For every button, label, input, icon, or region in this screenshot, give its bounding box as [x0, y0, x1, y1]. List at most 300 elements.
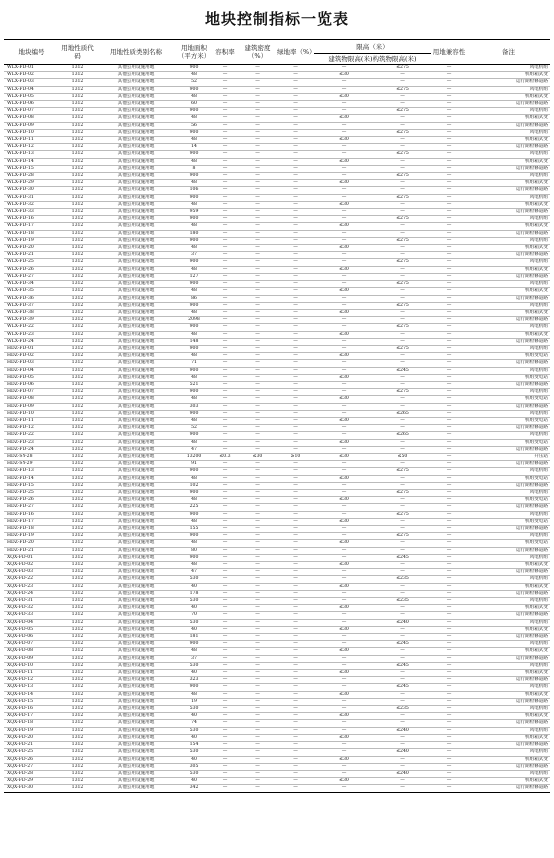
cell-area: 19	[176, 698, 212, 705]
cell-compatibility: —	[431, 266, 467, 273]
cell-density: —	[238, 605, 277, 612]
cell-structure-height: —	[374, 742, 431, 749]
cell-building-height: ≤30	[314, 756, 374, 763]
cell-land-use-code: 1312	[59, 403, 96, 410]
cell-building-height: —	[314, 230, 374, 237]
cell-plot-code: XQX-FD-10	[4, 662, 59, 669]
cell-green: —	[277, 129, 314, 136]
cell-plot-code: XQX-FD-04	[4, 619, 59, 626]
cell-density: —	[238, 173, 277, 180]
cell-compatibility: —	[431, 713, 467, 720]
cell-structure-height: —	[374, 338, 431, 345]
cell-structure-height: —	[374, 122, 431, 129]
cell-far: —	[212, 331, 238, 338]
cell-building-height: ≤30	[314, 453, 374, 460]
cell-remark: 机组变电站	[467, 497, 550, 504]
cell-area: 40	[176, 583, 212, 590]
cell-structure-height: —	[374, 713, 431, 720]
cell-far: —	[212, 489, 238, 496]
cell-building-height: —	[314, 655, 374, 662]
table-row	[4, 252, 550, 259]
cell-remark: 运行期检修道路	[467, 526, 550, 533]
cell-building-height: —	[314, 302, 374, 309]
cell-density: —	[238, 122, 277, 129]
cell-building-height: —	[314, 317, 374, 324]
cell-far: —	[212, 374, 238, 381]
cell-area: 91	[176, 461, 212, 468]
header-land-use-code: 用地性质代码	[59, 40, 96, 65]
cell-structure-height: ≤275	[374, 194, 431, 201]
cell-density: —	[238, 641, 277, 648]
cell-land-use-name: 其他公用设施用地	[96, 446, 176, 453]
cell-structure-height: ≤240	[374, 770, 431, 777]
table-row	[4, 605, 550, 612]
cell-land-use-name: 其他公用设施用地	[96, 785, 176, 792]
cell-area: 900	[176, 511, 212, 518]
cell-building-height: —	[314, 381, 374, 388]
cell-far: —	[212, 734, 238, 741]
cell-structure-height: —	[374, 482, 431, 489]
cell-compatibility: —	[431, 324, 467, 331]
cell-green: —	[277, 72, 314, 79]
cell-building-height: —	[314, 252, 374, 259]
cell-land-use-name: 其他公用设施用地	[96, 763, 176, 770]
cell-remark: 机组变电站	[467, 353, 550, 360]
cell-area: 37	[176, 655, 212, 662]
cell-compatibility: —	[431, 554, 467, 561]
cell-compatibility: —	[431, 151, 467, 158]
cell-remark: 风电机组	[467, 129, 550, 136]
cell-remark: 运行期检修道路	[467, 230, 550, 237]
cell-green: —	[277, 526, 314, 533]
cell-structure-height: —	[374, 317, 431, 324]
cell-building-height: ≤30	[314, 72, 374, 79]
cell-area: 48	[176, 309, 212, 316]
cell-compatibility: —	[431, 497, 467, 504]
cell-density: —	[238, 180, 277, 187]
cell-compatibility: —	[431, 158, 467, 165]
cell-area: 900	[176, 259, 212, 266]
cell-remark: 运行期检修道路	[467, 677, 550, 684]
table-row	[4, 562, 550, 569]
cell-area: 900	[176, 468, 212, 475]
cell-structure-height: ≤275	[374, 281, 431, 288]
cell-land-use-code: 1312	[59, 165, 96, 172]
cell-land-use-name: 其他公用设施用地	[96, 612, 176, 619]
cell-far: —	[212, 158, 238, 165]
header-remarks: 备注	[467, 40, 550, 65]
cell-compatibility: —	[431, 101, 467, 108]
cell-compatibility: —	[431, 547, 467, 554]
cell-structure-height: ≤275	[374, 489, 431, 496]
cell-area: 86	[176, 295, 212, 302]
cell-plot-code: XQX-FD-28	[4, 770, 59, 777]
cell-far: —	[212, 619, 238, 626]
cell-far: —	[212, 223, 238, 230]
cell-building-height: —	[314, 590, 374, 597]
cell-area: 154	[176, 742, 212, 749]
cell-far: —	[212, 165, 238, 172]
cell-land-use-code: 1312	[59, 432, 96, 439]
cell-remark: 机组箱式变	[467, 137, 550, 144]
cell-compatibility: —	[431, 237, 467, 244]
cell-remark: 机组变电站	[467, 475, 550, 482]
cell-remark: 风电机组	[467, 173, 550, 180]
cell-density: —	[238, 410, 277, 417]
cell-building-height: ≤30	[314, 734, 374, 741]
cell-land-use-name: 其他公用设施用地	[96, 497, 176, 504]
cell-green: —	[277, 569, 314, 576]
cell-density: —	[238, 734, 277, 741]
cell-land-use-code: 1312	[59, 468, 96, 475]
cell-land-use-code: 1312	[59, 626, 96, 633]
cell-land-use-code: 1312	[59, 511, 96, 518]
cell-density: ≤30	[238, 453, 277, 460]
cell-remark: 运行期检修道路	[467, 317, 550, 324]
cell-remark: 机组箱式变	[467, 72, 550, 79]
cell-land-use-code: 1312	[59, 338, 96, 345]
cell-structure-height: —	[374, 605, 431, 612]
cell-building-height: —	[314, 194, 374, 201]
cell-land-use-code: 1312	[59, 144, 96, 151]
cell-far: —	[212, 353, 238, 360]
cell-structure-height: —	[374, 252, 431, 259]
cell-remark: 机组箱式变	[467, 562, 550, 569]
cell-green: —	[277, 396, 314, 403]
cell-land-use-name: 其他公用设施用地	[96, 302, 176, 309]
cell-remark: 机组箱式变	[467, 778, 550, 785]
cell-area: 13200	[176, 453, 212, 460]
cell-green: —	[277, 245, 314, 252]
cell-land-use-code: 1312	[59, 309, 96, 316]
cell-area: 60	[176, 101, 212, 108]
table-row	[4, 698, 550, 705]
cell-land-use-code: 1312	[59, 619, 96, 626]
cell-land-use-code: 1312	[59, 533, 96, 540]
cell-remark: 运行期检修道路	[467, 209, 550, 216]
cell-land-use-name: 其他公用设施用地	[96, 778, 176, 785]
cell-building-height: ≤30	[314, 540, 374, 547]
cell-land-use-name: 其他公用设施用地	[96, 101, 176, 108]
cell-green: —	[277, 252, 314, 259]
cell-remark: 升压站	[467, 453, 550, 460]
cell-density: —	[238, 432, 277, 439]
cell-far: —	[212, 749, 238, 756]
cell-building-height: —	[314, 367, 374, 374]
cell-green: —	[277, 713, 314, 720]
cell-far: —	[212, 324, 238, 331]
cell-land-use-name: 其他公用设施用地	[96, 547, 176, 554]
cell-far: —	[212, 108, 238, 115]
cell-land-use-name: 其他公用设施用地	[96, 295, 176, 302]
cell-compatibility: —	[431, 734, 467, 741]
cell-land-use-name: 其他公用设施用地	[96, 727, 176, 734]
table-row	[4, 576, 550, 583]
cell-land-use-name: 其他公用设施用地	[96, 526, 176, 533]
cell-compatibility: —	[431, 655, 467, 662]
cell-building-height: —	[314, 612, 374, 619]
table-row	[4, 137, 550, 144]
cell-structure-height: ≤275	[374, 108, 431, 115]
cell-land-use-code: 1312	[59, 612, 96, 619]
cell-structure-height: —	[374, 101, 431, 108]
cell-building-height: —	[314, 749, 374, 756]
cell-structure-height: —	[374, 763, 431, 770]
cell-density: —	[238, 756, 277, 763]
cell-density: —	[238, 634, 277, 641]
cell-building-height: —	[314, 511, 374, 518]
cell-plot-code: XQX-FD-25	[4, 749, 59, 756]
cell-far: —	[212, 65, 238, 72]
cell-remark: 运行期检修道路	[467, 504, 550, 511]
cell-land-use-code: 1312	[59, 115, 96, 122]
cell-land-use-code: 1312	[59, 706, 96, 713]
cell-area: 900	[176, 86, 212, 93]
cell-compatibility: —	[431, 526, 467, 533]
cell-green: —	[277, 684, 314, 691]
page-title: 地块控制指标一览表	[204, 10, 349, 28]
table-row	[4, 475, 550, 482]
cell-land-use-name: 其他公用设施用地	[96, 511, 176, 518]
cell-density: —	[238, 619, 277, 626]
cell-land-use-name: 其他公用设施用地	[96, 706, 176, 713]
cell-green: —	[277, 742, 314, 749]
cell-structure-height: —	[374, 158, 431, 165]
cell-plot-code: HDZ-FD-21	[4, 547, 59, 554]
cell-density: —	[238, 79, 277, 86]
cell-density: —	[238, 763, 277, 770]
cell-density: —	[238, 497, 277, 504]
cell-green: —	[277, 389, 314, 396]
cell-building-height: —	[314, 324, 374, 331]
table-row	[4, 511, 550, 518]
cell-remark: 风电机组	[467, 706, 550, 713]
cell-compatibility: —	[431, 173, 467, 180]
cell-remark: 机组箱式变	[467, 713, 550, 720]
cell-far: —	[212, 612, 238, 619]
cell-far: —	[212, 381, 238, 388]
cell-land-use-code: 1312	[59, 295, 96, 302]
cell-far: —	[212, 281, 238, 288]
table-row	[4, 309, 550, 316]
cell-green: —	[277, 540, 314, 547]
cell-land-use-code: 1312	[59, 540, 96, 547]
cell-plot-code: XQX-FD-16	[4, 706, 59, 713]
cell-land-use-name: 其他公用设施用地	[96, 698, 176, 705]
cell-compatibility: —	[431, 403, 467, 410]
cell-compatibility: —	[431, 309, 467, 316]
cell-far: —	[212, 756, 238, 763]
cell-far: —	[212, 670, 238, 677]
cell-building-height: —	[314, 504, 374, 511]
cell-far: —	[212, 605, 238, 612]
cell-far: —	[212, 367, 238, 374]
cell-land-use-code: 1312	[59, 252, 96, 259]
cell-building-height: ≤30	[314, 223, 374, 230]
cell-compatibility: —	[431, 489, 467, 496]
cell-area: 48	[176, 497, 212, 504]
cell-far: —	[212, 302, 238, 309]
cell-building-height: ≤30	[314, 266, 374, 273]
cell-land-use-code: 1312	[59, 461, 96, 468]
cell-area: 225	[176, 504, 212, 511]
cell-remark: 风电机组	[467, 641, 550, 648]
cell-land-use-code: 1312	[59, 86, 96, 93]
cell-land-use-code: 1312	[59, 677, 96, 684]
cell-plot-code: HDZ-FD-05	[4, 374, 59, 381]
cell-green: —	[277, 425, 314, 432]
cell-structure-height: —	[374, 360, 431, 367]
table-row	[4, 432, 550, 439]
cell-plot-code: XQX-FD-22	[4, 576, 59, 583]
cell-far: —	[212, 295, 238, 302]
cell-structure-height: —	[374, 547, 431, 554]
cell-structure-height: —	[374, 677, 431, 684]
cell-density: —	[238, 266, 277, 273]
cell-density: —	[238, 93, 277, 100]
cell-density: —	[238, 302, 277, 309]
cell-green: —	[277, 417, 314, 424]
table-row	[4, 619, 550, 626]
cell-density: —	[238, 533, 277, 540]
cell-plot-code: WLX-FD-35	[4, 288, 59, 295]
cell-green: —	[277, 698, 314, 705]
cell-plot-code: WLX-FD-25	[4, 259, 59, 266]
cell-area: 48	[176, 245, 212, 252]
cell-structure-height: ≤275	[374, 129, 431, 136]
cell-green: —	[277, 410, 314, 417]
cell-structure-height: ≤275	[374, 533, 431, 540]
cell-land-use-code: 1312	[59, 108, 96, 115]
cell-land-use-name: 其他公用设施用地	[96, 518, 176, 525]
cell-building-height: —	[314, 432, 374, 439]
cell-far: —	[212, 432, 238, 439]
cell-land-use-code: 1312	[59, 598, 96, 605]
cell-land-use-name: 其他公用设施用地	[96, 619, 176, 626]
cell-density: —	[238, 86, 277, 93]
cell-compatibility: —	[431, 209, 467, 216]
cell-building-height: —	[314, 410, 374, 417]
cell-land-use-code: 1312	[59, 417, 96, 424]
cell-far: —	[212, 417, 238, 424]
table-row	[4, 569, 550, 576]
cell-area: 48	[176, 93, 212, 100]
cell-plot-code: XQX-FD-01	[4, 554, 59, 561]
cell-land-use-code: 1312	[59, 324, 96, 331]
cell-land-use-code: 1312	[59, 475, 96, 482]
cell-green: —	[277, 367, 314, 374]
cell-area: 48	[176, 331, 212, 338]
table-row	[4, 194, 550, 201]
cell-land-use-code: 1312	[59, 230, 96, 237]
cell-land-use-name: 其他公用设施用地	[96, 756, 176, 763]
cell-area: 40	[176, 756, 212, 763]
cell-structure-height: —	[374, 655, 431, 662]
cell-compatibility: —	[431, 475, 467, 482]
cell-structure-height: —	[374, 115, 431, 122]
cell-building-height: —	[314, 187, 374, 194]
cell-green: —	[277, 309, 314, 316]
cell-green: —	[277, 273, 314, 280]
cell-remark: 运行期检修道路	[467, 381, 550, 388]
cell-building-height: —	[314, 101, 374, 108]
cell-compatibility: —	[431, 288, 467, 295]
cell-green: —	[277, 187, 314, 194]
cell-structure-height: —	[374, 353, 431, 360]
cell-area: 900	[176, 641, 212, 648]
cell-land-use-name: 其他公用设施用地	[96, 482, 176, 489]
cell-building-height: —	[314, 698, 374, 705]
cell-far: —	[212, 634, 238, 641]
cell-land-use-code: 1312	[59, 425, 96, 432]
cell-land-use-name: 其他公用设施用地	[96, 396, 176, 403]
cell-structure-height: ≤275	[374, 389, 431, 396]
cell-compatibility: —	[431, 223, 467, 230]
cell-green: —	[277, 641, 314, 648]
cell-plot-code: WLX-FD-28	[4, 173, 59, 180]
cell-building-height: ≤30	[314, 201, 374, 208]
cell-far: —	[212, 778, 238, 785]
cell-compatibility: —	[431, 778, 467, 785]
cell-land-use-code: 1312	[59, 209, 96, 216]
cell-green: —	[277, 281, 314, 288]
cell-land-use-name: 其他公用设施用地	[96, 259, 176, 266]
cell-structure-height: ≤275	[374, 511, 431, 518]
cell-remark: 风电机组	[467, 410, 550, 417]
cell-remark: 风电机组	[467, 345, 550, 352]
cell-remark: 风电机组	[467, 749, 550, 756]
cell-green: —	[277, 590, 314, 597]
cell-density: —	[238, 475, 277, 482]
cell-structure-height: ≤235	[374, 598, 431, 605]
cell-land-use-code: 1312	[59, 749, 96, 756]
cell-remark: 运行期检修道路	[467, 122, 550, 129]
cell-area: 48	[176, 266, 212, 273]
table-row	[4, 583, 550, 590]
cell-green: —	[277, 108, 314, 115]
cell-green: —	[277, 511, 314, 518]
cell-far: —	[212, 245, 238, 252]
cell-plot-code: WLX-FD-13	[4, 151, 59, 158]
cell-plot-code: XQX-FD-11	[4, 670, 59, 677]
cell-far: —	[212, 122, 238, 129]
cell-density: —	[238, 72, 277, 79]
table-row	[4, 763, 550, 770]
cell-plot-code: WLX-FD-31	[4, 194, 59, 201]
cell-building-height: —	[314, 237, 374, 244]
cell-green: —	[277, 749, 314, 756]
cell-compatibility: —	[431, 353, 467, 360]
cell-land-use-code: 1312	[59, 497, 96, 504]
cell-compatibility: —	[431, 504, 467, 511]
table-body	[4, 65, 550, 793]
cell-building-height: —	[314, 720, 374, 727]
cell-structure-height: —	[374, 93, 431, 100]
cell-land-use-name: 其他公用设施用地	[96, 381, 176, 388]
cell-compatibility: —	[431, 626, 467, 633]
cell-density: —	[238, 461, 277, 468]
cell-plot-code: WLX-FD-37	[4, 302, 59, 309]
table-row	[4, 144, 550, 151]
cell-density: —	[238, 598, 277, 605]
cell-structure-height: —	[374, 670, 431, 677]
cell-plot-code: WLX-FD-21	[4, 252, 59, 259]
cell-structure-height: —	[374, 187, 431, 194]
cell-area: 48	[176, 72, 212, 79]
cell-remark: 运行期检修道路	[467, 612, 550, 619]
cell-density: —	[238, 482, 277, 489]
cell-compatibility: —	[431, 345, 467, 352]
